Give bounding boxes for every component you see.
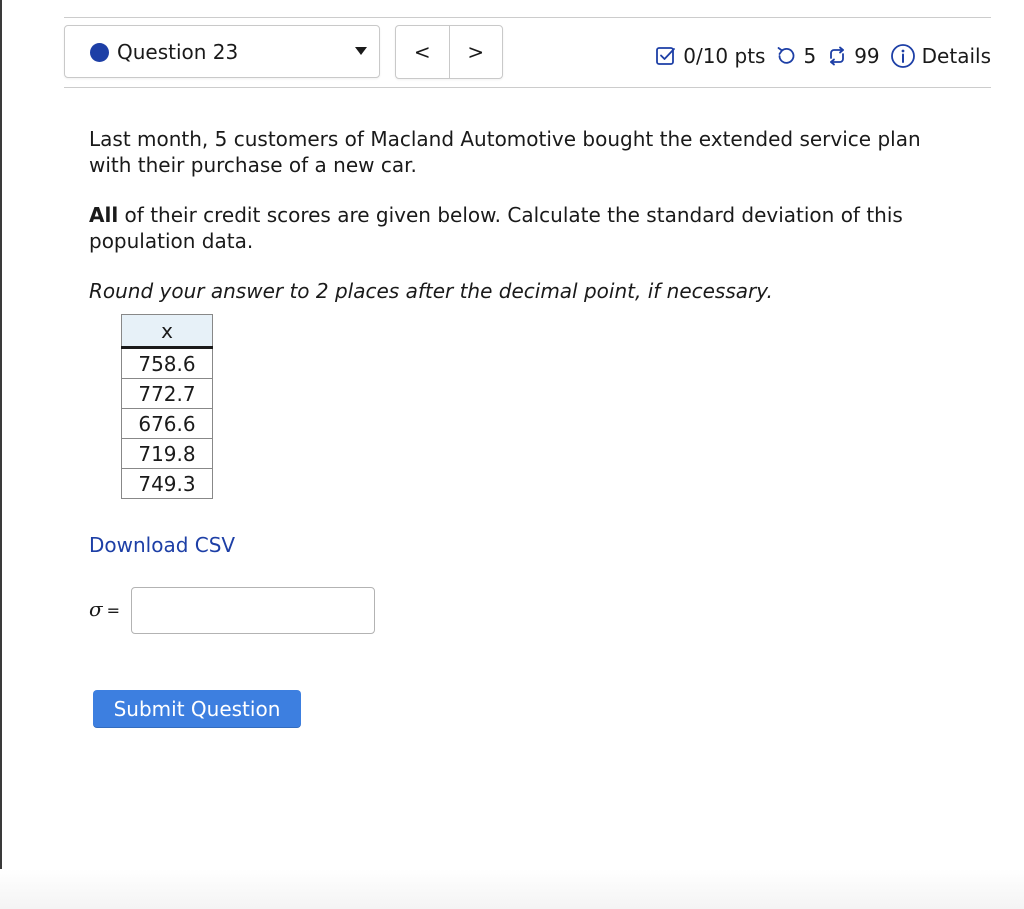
- dot-icon: [90, 43, 109, 62]
- table-cell: 758.6: [122, 348, 213, 379]
- table-cell: 719.8: [122, 439, 213, 469]
- previous-question-button[interactable]: <: [413, 40, 431, 64]
- table-cell: 676.6: [122, 409, 213, 439]
- details-link[interactable]: Details: [921, 44, 991, 68]
- page-footer-shade: [0, 869, 1024, 909]
- retry-icon: [775, 45, 797, 67]
- download-csv-link[interactable]: Download CSV: [89, 533, 236, 557]
- question-intro: Last month, 5 customers of Macland Automotive bought the extended service plan with their purchase of a new car.: [89, 127, 921, 177]
- data-table: [121, 314, 213, 499]
- sigma-symbol: σ: [89, 597, 103, 621]
- table-cell: 772.7: [122, 379, 213, 409]
- table-header-row: [122, 315, 213, 348]
- score-info: [655, 38, 991, 74]
- question-selector[interactable]: [64, 25, 380, 78]
- table-row: [122, 348, 213, 379]
- header-top-divider: [64, 17, 991, 18]
- table-row: [122, 409, 213, 439]
- instruction-text: of their credit scores are given below. Calculate the standard deviation of this population data.: [89, 203, 903, 253]
- table-row: [122, 439, 213, 469]
- checkbox-icon: [655, 45, 677, 67]
- question-label: Question 23: [117, 40, 239, 64]
- caret-down-icon: [355, 47, 367, 55]
- table-row: [122, 379, 213, 409]
- submissions-count: 99: [854, 44, 880, 68]
- answer-input[interactable]: [131, 587, 375, 634]
- submit-question-button[interactable]: Submit Question: [93, 690, 301, 728]
- column-header-x: x: [122, 315, 213, 348]
- rounding-note: Round your answer to 2 places after the decimal point, if necessary.: [89, 279, 773, 303]
- table-row: [122, 469, 213, 499]
- submissions-icon: [826, 45, 848, 67]
- attempts-count: 5: [803, 44, 817, 68]
- info-icon[interactable]: [890, 43, 916, 69]
- sigma-label: [89, 597, 120, 621]
- table-cell: 749.3: [122, 469, 213, 499]
- next-question-button[interactable]: >: [449, 26, 503, 78]
- question-instruction: [89, 202, 969, 254]
- score-text: 0/10 pts: [683, 44, 766, 68]
- question-nav: [395, 25, 503, 79]
- equals-sign: =: [106, 601, 121, 620]
- window-edge: [0, 0, 2, 909]
- header-bottom-divider: [64, 87, 991, 88]
- instruction-emphasis: All: [89, 203, 119, 227]
